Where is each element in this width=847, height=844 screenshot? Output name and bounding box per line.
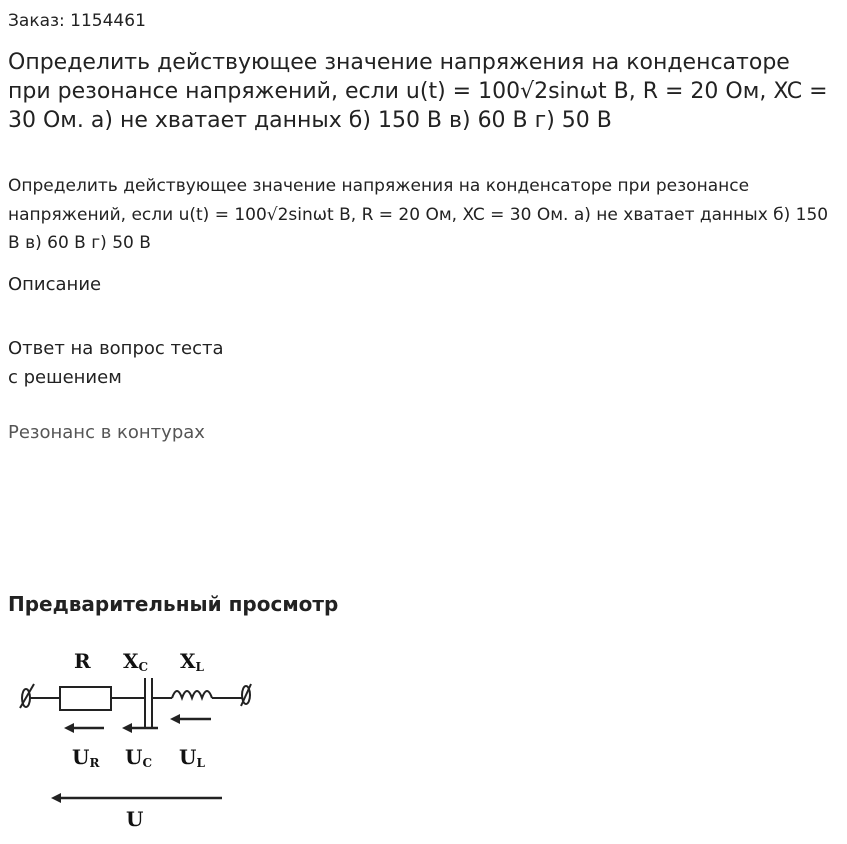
inductor-icon [172, 691, 212, 698]
circuit-preview-image [8, 640, 268, 840]
preview-heading: Предварительный просмотр [8, 592, 339, 616]
answer-line-2: с решением [8, 367, 122, 388]
label-u: U [126, 807, 144, 831]
circuit-diagram [8, 640, 268, 840]
arrow-ur-icon [64, 723, 104, 733]
answer-description [8, 334, 223, 392]
label-r: R [74, 649, 91, 673]
capacitor-icon [145, 678, 152, 728]
label-uc: UC [125, 745, 153, 770]
arrow-ul-icon [170, 714, 211, 724]
resistor-icon [60, 687, 111, 710]
order-number: Заказ: 1154461 [8, 11, 146, 31]
right-terminal-icon [241, 684, 251, 706]
arrow-u-icon [51, 793, 222, 803]
description-heading: Описание [8, 274, 102, 295]
page-title: Определить действующее значение напряжения на конденсаторе при резонансе напряжений, если u(t) = 100√2sinωt В, R = 20 Ом, XC = 30 Ом. а) не хватает данных б) 150 В в) 60 В г) 50 В [8, 50, 828, 133]
label-ul: UL [179, 745, 205, 770]
label-xc: XC [123, 649, 149, 674]
question-text: Определить действующее значение напряжения на конденсаторе при резонансе напряжений, если u(t) = 100√2sinωt В, R = 20 Ом, XC = 30 Ом. а) не хватает данных б) 150 В в) 60 В г) 50 В [8, 176, 829, 253]
topic-link[interactable]: Резонанс в контурах [8, 422, 205, 443]
label-ur: UR [72, 745, 100, 770]
answer-line-1: Ответ на вопрос теста [8, 338, 224, 359]
left-terminal-icon [20, 684, 34, 708]
label-xl: XL [180, 649, 204, 674]
